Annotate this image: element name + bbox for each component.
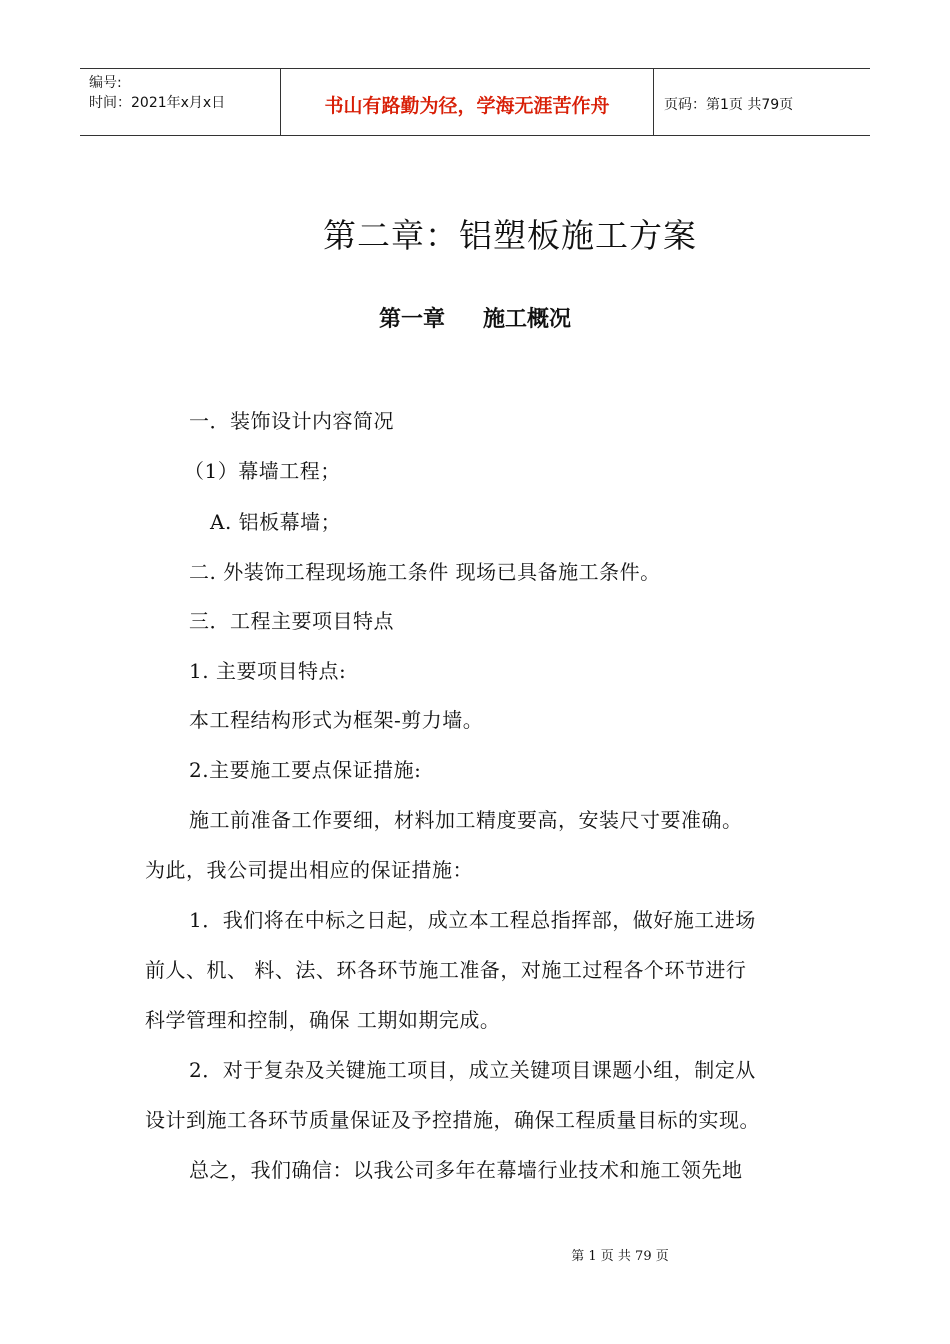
body-line: 1．我们将在中标之日起，成立本工程总指挥部，做好施工进场: [189, 908, 756, 932]
page-footer: 第 1 页 共 79 页: [571, 1249, 669, 1264]
body-line: 设计到施工各环节质量保证及予控措施，确保工程质量目标的实现。: [145, 1108, 760, 1132]
chapter-heading: [0, 302, 950, 333]
body-line: 2.主要施工要点保证措施:: [189, 758, 422, 782]
body-line: 施工前准备工作要细，材料加工精度要高，安装尺寸要准确。: [189, 808, 743, 832]
body-line: （1）幕墙工程；: [184, 459, 341, 483]
body-line: 一．装饰设计内容简况: [189, 409, 394, 433]
body-line: 前人、机、 料、法、环各环节施工准备，对施工过程各个环节进行: [145, 958, 747, 982]
header-table: [80, 68, 870, 136]
number-label: 编号:: [89, 75, 122, 91]
chapter-name: 施工概况: [483, 307, 572, 332]
header-meta-cell: [80, 69, 281, 135]
chapter-number: 第一章: [378, 307, 445, 332]
body-line: 科学管理和控制，确保 工期如期完成。: [145, 1008, 501, 1032]
body-line: 本工程结构形式为框架-剪力墙。: [189, 708, 484, 732]
body-line: 二. 外装饰工程现场施工条件 现场已具备施工条件。: [189, 560, 661, 584]
header-page-info: 页码：第1页 共79页: [664, 97, 794, 113]
body-line: A. 铝板幕墙；: [210, 510, 342, 534]
body-line: 为此，我公司提出相应的保证措施：: [145, 858, 473, 882]
time-label: 时间：2021年x月x日: [89, 95, 226, 111]
document-title: 第二章：铝塑板施工方案: [323, 216, 697, 255]
body-line: 2．对于复杂及关键施工项目，成立关键项目课题小组，制定从: [189, 1058, 756, 1082]
header-motto: 书山有路勤为径，学海无涯苦作舟: [281, 69, 654, 135]
body-line: 三．工程主要项目特点: [189, 609, 394, 633]
body-line: 1. 主要项目特点:: [189, 659, 347, 683]
body-line: 总之，我们确信：以我公司多年在幕墙行业技术和施工领先地: [189, 1158, 743, 1182]
